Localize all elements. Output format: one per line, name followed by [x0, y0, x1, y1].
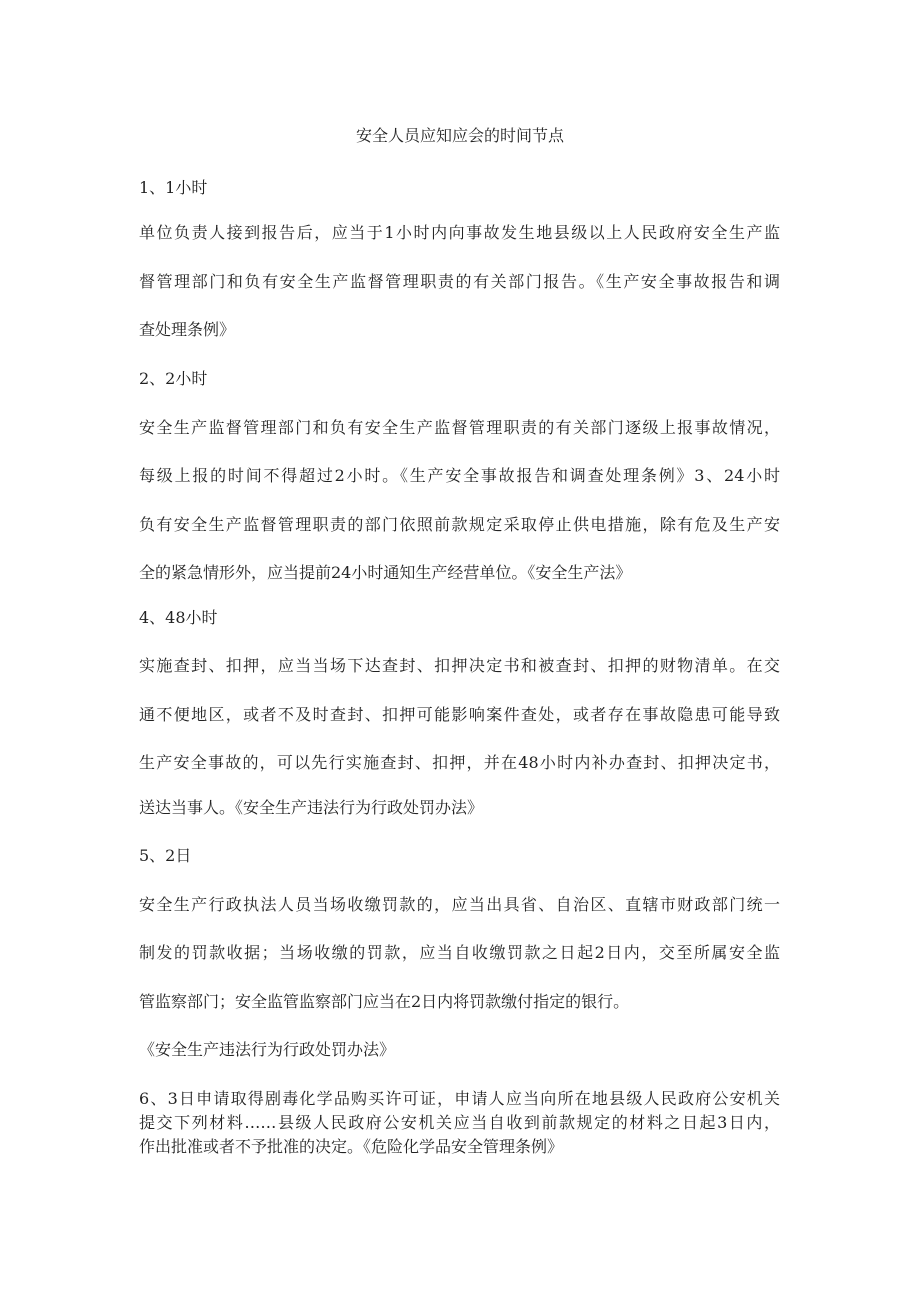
section-heading-2: 2、2小时 [139, 369, 208, 388]
section-heading-4: 4、48小时 [139, 608, 218, 627]
paragraph-line: 制发的罚款收据；当场收缴的罚款，应当自收缴罚款之日起2日内，交至所属安全监 [139, 943, 780, 962]
paragraph-line: 实施查封、扣押，应当当场下达查封、扣押决定书和被查封、扣押的财物清单。在交 [139, 656, 780, 675]
paragraph-line: 查处理条例》 [139, 320, 236, 339]
paragraph-line: 生产安全事故的，可以先行实施查封、扣押，并在48小时内补办查封、扣押决定书， [139, 753, 780, 772]
paragraph-line: 全的紧急情形外，应当提前24小时通知生产经营单位。《安全生产法》 [139, 563, 632, 582]
paragraph-line: 单位负责人接到报告后，应当于1小时内向事故发生地县级以上人民政府安全生产监 [139, 223, 780, 242]
paragraph-line: 《安全生产违法行为行政处罚办法》 [139, 1040, 396, 1059]
paragraph-line: 安全生产监督管理部门和负有安全生产监督管理职责的有关部门逐级上报事故情况， [139, 418, 780, 437]
paragraph-line: 负有安全生产监督管理职责的部门依照前款规定采取停止供电措施，除有危及生产安 [139, 515, 780, 534]
paragraph-line: 每级上报的时间不得超过2小时。《生产安全事故报告和调查处理条例》3、24小时 [139, 466, 780, 485]
paragraph-line: 安全生产行政执法人员当场收缴罚款的，应当出具省、自治区、直辖市财政部门统一 [139, 895, 780, 914]
paragraph-line: 送达当事人。《安全生产违法行为行政处罚办法》 [139, 798, 484, 817]
paragraph-line: 管监察部门；安全监管监察部门应当在2日内将罚款缴付指定的银行。 [139, 992, 630, 1011]
paragraph-line: 通不便地区，或者不及时查封、扣押可能影响案件查处，或者存在事故隐患可能导致 [139, 705, 780, 724]
paragraph-line: 提交下列材料……县级人民政府公安机关应当自收到前款规定的材料之日起3日内， [139, 1113, 780, 1132]
document-title: 安全人员应知应会的时间节点 [355, 126, 564, 145]
section-heading-1: 1、1小时 [139, 178, 208, 197]
paragraph-line: 作出批准或者不予批准的决定。《危险化学品安全管理条例》 [139, 1137, 564, 1156]
section-heading-6: 6、3日申请取得剧毒化学品购买许可证，申请人应当向所在地县级人民政府公安机关 [139, 1089, 780, 1108]
section-heading-5: 5、2日 [139, 846, 192, 865]
paragraph-line: 督管理部门和负有安全生产监督管理职责的有关部门报告。《生产安全事故报告和调 [139, 272, 780, 291]
